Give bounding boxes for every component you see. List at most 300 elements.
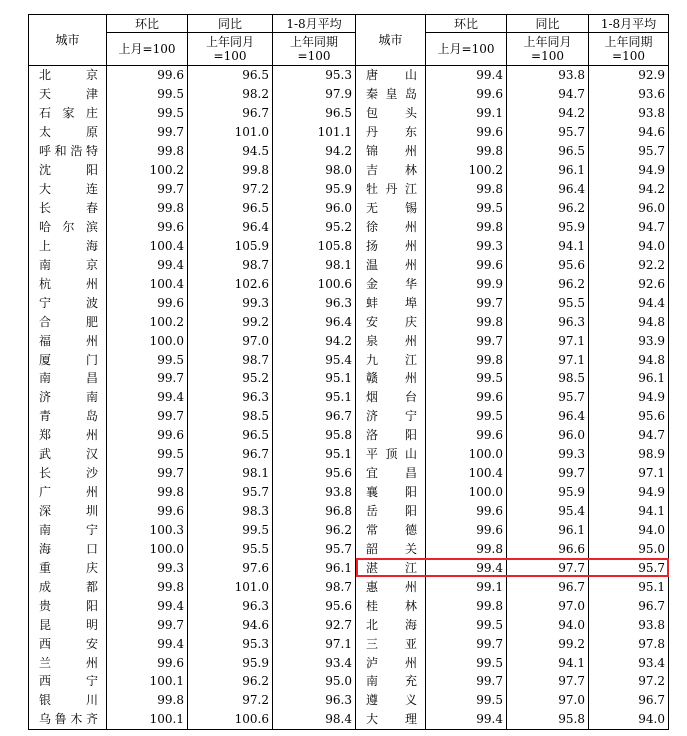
cell-mom-right: 99.8 <box>426 350 507 369</box>
cell-avg-right: 92.6 <box>589 274 669 293</box>
cell-city-left: 南京 <box>29 255 107 274</box>
cell-city-right: 丹东 <box>356 123 426 142</box>
cell-mom-left: 100.1 <box>107 672 188 691</box>
cell-yoy-right: 94.1 <box>507 653 589 672</box>
cell-city-right: 遵义 <box>356 691 426 710</box>
header-avg-right: 1-8月平均 <box>589 15 669 33</box>
cell-city-left: 北京 <box>29 66 107 85</box>
cell-mom-left: 99.5 <box>107 104 188 123</box>
cell-avg-right: 97.1 <box>589 464 669 483</box>
cell-avg-left: 97.1 <box>273 634 356 653</box>
table-row <box>29 596 669 615</box>
table-row <box>29 161 669 180</box>
cell-avg-left: 98.0 <box>273 161 356 180</box>
cell-mom-right: 99.5 <box>426 615 507 634</box>
cell-yoy-left: 96.2 <box>188 672 273 691</box>
cell-mom-right: 99.5 <box>426 199 507 218</box>
header-city-left: 城市 <box>29 15 107 66</box>
table-row <box>29 691 669 710</box>
table-row <box>29 426 669 445</box>
cell-city-right: 徐州 <box>356 218 426 237</box>
cell-yoy-left: 95.7 <box>188 483 273 502</box>
cell-mom-left: 100.2 <box>107 312 188 331</box>
cell-city-right: 唐山 <box>356 66 426 85</box>
header-yoy-left: 同比 <box>188 15 273 33</box>
cell-mom-right: 99.8 <box>426 142 507 161</box>
cell-mom-left: 99.6 <box>107 218 188 237</box>
cell-yoy-right: 96.4 <box>507 407 589 426</box>
cell-city-left: 天津 <box>29 85 107 104</box>
cell-yoy-left: 98.7 <box>188 350 273 369</box>
table-body <box>29 66 669 730</box>
cell-city-right: 牡丹江 <box>356 180 426 199</box>
cell-avg-right: 94.0 <box>589 521 669 540</box>
cell-avg-right: 93.4 <box>589 653 669 672</box>
cell-mom-right: 99.7 <box>426 672 507 691</box>
cell-avg-right: 94.9 <box>589 161 669 180</box>
table-row <box>29 85 669 104</box>
cell-mom-left: 99.7 <box>107 369 188 388</box>
cell-city-left: 重庆 <box>29 558 107 577</box>
cell-mom-left: 99.4 <box>107 388 188 407</box>
table-row <box>29 274 669 293</box>
cell-mom-left: 99.6 <box>107 653 188 672</box>
cell-yoy-left: 95.2 <box>188 369 273 388</box>
cell-yoy-right: 95.7 <box>507 388 589 407</box>
cell-avg-left: 98.7 <box>273 577 356 596</box>
cell-avg-right: 95.1 <box>589 577 669 596</box>
cell-city-left: 厦门 <box>29 350 107 369</box>
cell-avg-left: 92.7 <box>273 615 356 634</box>
header-mom-right: 环比 <box>426 15 507 33</box>
cell-city-left: 杭州 <box>29 274 107 293</box>
cell-city-right: 桂林 <box>356 596 426 615</box>
table-row <box>29 104 669 123</box>
cell-avg-right: 96.1 <box>589 369 669 388</box>
cell-mom-left: 100.0 <box>107 331 188 350</box>
table-row <box>29 634 669 653</box>
cell-yoy-left: 96.5 <box>188 66 273 85</box>
table-row <box>29 331 669 350</box>
cell-yoy-left: 105.9 <box>188 236 273 255</box>
cell-mom-left: 99.8 <box>107 199 188 218</box>
cell-avg-left: 95.4 <box>273 350 356 369</box>
cell-city-left: 昆明 <box>29 615 107 634</box>
cell-avg-left: 95.6 <box>273 596 356 615</box>
cell-yoy-right: 96.3 <box>507 312 589 331</box>
cell-city-left: 西宁 <box>29 672 107 691</box>
table-row <box>29 236 669 255</box>
table-row <box>29 142 669 161</box>
cell-mom-right: 100.0 <box>426 483 507 502</box>
header-avg-base-left: 上年同期 =100 <box>273 33 356 66</box>
cell-avg-right: 94.4 <box>589 293 669 312</box>
cell-avg-left: 96.0 <box>273 199 356 218</box>
cell-yoy-left: 96.7 <box>188 104 273 123</box>
cell-yoy-left: 97.2 <box>188 691 273 710</box>
cell-mom-left: 99.3 <box>107 558 188 577</box>
cell-mom-right: 99.6 <box>426 426 507 445</box>
cell-yoy-right: 97.0 <box>507 596 589 615</box>
cell-mom-right: 99.4 <box>426 558 507 577</box>
cell-city-left: 海口 <box>29 539 107 558</box>
cell-yoy-right: 97.1 <box>507 331 589 350</box>
cell-city-right: 襄阳 <box>356 483 426 502</box>
header-mom-base-left: 上月=100 <box>107 33 188 66</box>
table-row <box>29 388 669 407</box>
cell-mom-right: 99.7 <box>426 634 507 653</box>
cell-avg-right: 94.9 <box>589 483 669 502</box>
cell-avg-left: 95.2 <box>273 218 356 237</box>
cell-mom-right: 99.9 <box>426 274 507 293</box>
cell-city-left: 福州 <box>29 331 107 350</box>
cell-city-left: 上海 <box>29 236 107 255</box>
cell-yoy-right: 96.2 <box>507 199 589 218</box>
cell-city-left: 贵阳 <box>29 596 107 615</box>
cell-yoy-right: 96.0 <box>507 426 589 445</box>
header-avg-left: 1-8月平均 <box>273 15 356 33</box>
price-index-table-container <box>28 14 669 730</box>
cell-city-left: 深圳 <box>29 502 107 521</box>
cell-avg-right: 97.8 <box>589 634 669 653</box>
cell-city-right: 南充 <box>356 672 426 691</box>
cell-city-right: 赣州 <box>356 369 426 388</box>
cell-city-left: 广州 <box>29 483 107 502</box>
cell-avg-right: 94.0 <box>589 236 669 255</box>
table-row <box>29 350 669 369</box>
cell-yoy-left: 98.5 <box>188 407 273 426</box>
cell-yoy-right: 97.1 <box>507 350 589 369</box>
cell-avg-right: 94.7 <box>589 426 669 445</box>
cell-city-left: 济南 <box>29 388 107 407</box>
cell-mom-right: 99.5 <box>426 369 507 388</box>
cell-yoy-left: 96.3 <box>188 388 273 407</box>
cell-city-left: 西安 <box>29 634 107 653</box>
cell-avg-right: 94.2 <box>589 180 669 199</box>
cell-mom-left: 99.8 <box>107 691 188 710</box>
cell-mom-left: 99.8 <box>107 577 188 596</box>
table-row <box>29 369 669 388</box>
cell-yoy-left: 95.5 <box>188 539 273 558</box>
cell-mom-left: 100.0 <box>107 539 188 558</box>
cell-avg-left: 101.1 <box>273 123 356 142</box>
cell-city-left: 宁波 <box>29 293 107 312</box>
cell-city-right: 烟台 <box>356 388 426 407</box>
cell-yoy-left: 96.5 <box>188 426 273 445</box>
cell-city-left: 呼和浩特 <box>29 142 107 161</box>
cell-avg-left: 98.4 <box>273 710 356 729</box>
cell-mom-left: 99.6 <box>107 293 188 312</box>
cell-yoy-right: 97.7 <box>507 558 589 577</box>
cell-yoy-left: 97.6 <box>188 558 273 577</box>
cell-yoy-left: 98.7 <box>188 255 273 274</box>
cell-avg-right: 95.7 <box>589 142 669 161</box>
cell-city-right: 三亚 <box>356 634 426 653</box>
cell-avg-right: 94.6 <box>589 123 669 142</box>
header-avg-base-right: 上年同期 =100 <box>589 33 669 66</box>
cell-yoy-right: 94.2 <box>507 104 589 123</box>
cell-mom-right: 100.2 <box>426 161 507 180</box>
cell-yoy-left: 96.4 <box>188 218 273 237</box>
cell-mom-right: 99.5 <box>426 653 507 672</box>
cell-yoy-right: 96.1 <box>507 521 589 540</box>
cell-yoy-right: 97.7 <box>507 672 589 691</box>
cell-mom-right: 99.1 <box>426 104 507 123</box>
table-row <box>29 312 669 331</box>
cell-mom-right: 99.4 <box>426 66 507 85</box>
cell-mom-left: 99.6 <box>107 426 188 445</box>
cell-avg-left: 95.6 <box>273 464 356 483</box>
cell-city-right: 韶关 <box>356 539 426 558</box>
cell-avg-left: 96.5 <box>273 104 356 123</box>
cell-avg-right: 95.7 <box>589 558 669 577</box>
cell-mom-left: 99.4 <box>107 596 188 615</box>
cell-mom-right: 99.8 <box>426 596 507 615</box>
cell-yoy-right: 95.4 <box>507 502 589 521</box>
cell-avg-right: 92.2 <box>589 255 669 274</box>
cell-city-right: 常德 <box>356 521 426 540</box>
cell-mom-left: 99.5 <box>107 445 188 464</box>
cell-mom-right: 99.1 <box>426 577 507 596</box>
cell-city-left: 武汉 <box>29 445 107 464</box>
cell-yoy-left: 101.0 <box>188 577 273 596</box>
cell-city-left: 哈尔滨 <box>29 218 107 237</box>
cell-mom-left: 99.4 <box>107 634 188 653</box>
cell-avg-right: 96.7 <box>589 596 669 615</box>
cell-avg-left: 95.9 <box>273 180 356 199</box>
table-row <box>29 407 669 426</box>
cell-yoy-right: 99.3 <box>507 445 589 464</box>
cell-city-right: 包头 <box>356 104 426 123</box>
cell-avg-left: 95.7 <box>273 539 356 558</box>
table-row <box>29 539 669 558</box>
cell-mom-left: 99.4 <box>107 255 188 274</box>
cell-avg-left: 96.1 <box>273 558 356 577</box>
cell-mom-right: 99.6 <box>426 388 507 407</box>
cell-mom-left: 99.5 <box>107 350 188 369</box>
cell-city-left: 兰州 <box>29 653 107 672</box>
cell-mom-left: 99.8 <box>107 483 188 502</box>
table-row <box>29 66 669 85</box>
cell-avg-right: 95.0 <box>589 539 669 558</box>
cell-mom-right: 99.6 <box>426 502 507 521</box>
cell-avg-left: 96.7 <box>273 407 356 426</box>
cell-mom-left: 99.6 <box>107 502 188 521</box>
cell-avg-right: 93.9 <box>589 331 669 350</box>
cell-avg-left: 96.3 <box>273 691 356 710</box>
cell-city-right: 宜昌 <box>356 464 426 483</box>
cell-city-left: 太原 <box>29 123 107 142</box>
cell-city-right: 金华 <box>356 274 426 293</box>
cell-yoy-left: 99.8 <box>188 161 273 180</box>
cell-avg-right: 98.9 <box>589 445 669 464</box>
table-row <box>29 445 669 464</box>
cell-avg-right: 96.0 <box>589 199 669 218</box>
cell-avg-left: 97.9 <box>273 85 356 104</box>
header-yoy-right: 同比 <box>507 15 589 33</box>
cell-city-right: 北海 <box>356 615 426 634</box>
cell-mom-right: 99.6 <box>426 255 507 274</box>
cell-yoy-left: 98.3 <box>188 502 273 521</box>
cell-mom-right: 99.8 <box>426 218 507 237</box>
cell-mom-left: 99.8 <box>107 142 188 161</box>
cell-yoy-right: 96.2 <box>507 274 589 293</box>
table-row <box>29 123 669 142</box>
table-row <box>29 255 669 274</box>
header-mom-left: 环比 <box>107 15 188 33</box>
cell-yoy-right: 94.1 <box>507 236 589 255</box>
cell-city-left: 石家庄 <box>29 104 107 123</box>
cell-city-right: 蚌埠 <box>356 293 426 312</box>
cell-city-left: 银川 <box>29 691 107 710</box>
cell-city-left: 青岛 <box>29 407 107 426</box>
cell-avg-left: 95.1 <box>273 445 356 464</box>
cell-avg-left: 96.2 <box>273 521 356 540</box>
cell-avg-right: 93.6 <box>589 85 669 104</box>
cell-city-right: 洛阳 <box>356 426 426 445</box>
cell-yoy-left: 98.2 <box>188 85 273 104</box>
table-row <box>29 199 669 218</box>
cell-avg-left: 93.8 <box>273 483 356 502</box>
cell-avg-left: 95.1 <box>273 388 356 407</box>
cell-yoy-left: 97.0 <box>188 331 273 350</box>
cell-avg-left: 95.0 <box>273 672 356 691</box>
cell-avg-left: 94.2 <box>273 331 356 350</box>
cell-yoy-right: 95.7 <box>507 123 589 142</box>
cell-mom-left: 99.7 <box>107 464 188 483</box>
cell-yoy-right: 95.5 <box>507 293 589 312</box>
cell-yoy-right: 96.5 <box>507 142 589 161</box>
table-row <box>29 653 669 672</box>
cell-city-right: 锦州 <box>356 142 426 161</box>
price-index-table <box>28 14 669 730</box>
cell-avg-right: 92.9 <box>589 66 669 85</box>
cell-mom-left: 99.7 <box>107 407 188 426</box>
cell-city-right: 温州 <box>356 255 426 274</box>
cell-avg-right: 93.8 <box>589 104 669 123</box>
cell-city-right: 岳阳 <box>356 502 426 521</box>
cell-mom-right: 99.8 <box>426 312 507 331</box>
cell-mom-right: 99.8 <box>426 180 507 199</box>
cell-mom-left: 99.7 <box>107 123 188 142</box>
cell-yoy-right: 95.9 <box>507 218 589 237</box>
cell-avg-left: 94.2 <box>273 142 356 161</box>
table-row <box>29 521 669 540</box>
cell-city-right: 吉林 <box>356 161 426 180</box>
cell-mom-left: 100.3 <box>107 521 188 540</box>
cell-mom-right: 99.8 <box>426 539 507 558</box>
cell-city-left: 郑州 <box>29 426 107 445</box>
cell-yoy-left: 96.5 <box>188 199 273 218</box>
cell-city-left: 合肥 <box>29 312 107 331</box>
cell-mom-right: 99.5 <box>426 691 507 710</box>
cell-yoy-right: 94.7 <box>507 85 589 104</box>
table-row <box>29 615 669 634</box>
header-yoy-base-left: 上年同月 =100 <box>188 33 273 66</box>
cell-avg-left: 95.3 <box>273 66 356 85</box>
cell-city-right: 惠州 <box>356 577 426 596</box>
cell-yoy-left: 96.7 <box>188 445 273 464</box>
table-row <box>29 218 669 237</box>
cell-yoy-right: 96.1 <box>507 161 589 180</box>
cell-mom-left: 100.4 <box>107 274 188 293</box>
cell-city-right: 安庆 <box>356 312 426 331</box>
cell-yoy-left: 95.9 <box>188 653 273 672</box>
cell-avg-left: 96.4 <box>273 312 356 331</box>
table-row <box>29 293 669 312</box>
cell-mom-left: 100.4 <box>107 236 188 255</box>
header-mom-base-right: 上月=100 <box>426 33 507 66</box>
cell-city-right: 秦皇岛 <box>356 85 426 104</box>
table-row <box>29 577 669 596</box>
cell-city-right: 平顶山 <box>356 445 426 464</box>
cell-mom-right: 99.6 <box>426 85 507 104</box>
cell-mom-right: 99.7 <box>426 293 507 312</box>
cell-avg-left: 95.1 <box>273 369 356 388</box>
table-row <box>29 710 669 729</box>
cell-mom-right: 99.7 <box>426 331 507 350</box>
cell-yoy-right: 95.9 <box>507 483 589 502</box>
cell-yoy-left: 94.6 <box>188 615 273 634</box>
cell-yoy-left: 102.6 <box>188 274 273 293</box>
cell-avg-left: 100.6 <box>273 274 356 293</box>
table-row <box>29 464 669 483</box>
cell-mom-right: 99.6 <box>426 123 507 142</box>
cell-avg-right: 95.6 <box>589 407 669 426</box>
table-row <box>29 672 669 691</box>
cell-avg-right: 94.8 <box>589 312 669 331</box>
cell-yoy-right: 98.5 <box>507 369 589 388</box>
cell-yoy-left: 97.2 <box>188 180 273 199</box>
cell-avg-right: 94.1 <box>589 502 669 521</box>
cell-city-right: 湛江 <box>356 558 426 577</box>
cell-yoy-right: 99.7 <box>507 464 589 483</box>
cell-yoy-right: 96.6 <box>507 539 589 558</box>
cell-avg-left: 95.8 <box>273 426 356 445</box>
cell-yoy-right: 95.8 <box>507 710 589 729</box>
cell-yoy-right: 93.8 <box>507 66 589 85</box>
cell-avg-right: 94.0 <box>589 710 669 729</box>
cell-yoy-right: 96.4 <box>507 180 589 199</box>
header-city-right: 城市 <box>356 15 426 66</box>
cell-mom-left: 99.6 <box>107 66 188 85</box>
header-yoy-base-right: 上年同月 =100 <box>507 33 589 66</box>
cell-avg-right: 97.2 <box>589 672 669 691</box>
cell-mom-left: 100.1 <box>107 710 188 729</box>
cell-city-left: 乌鲁木齐 <box>29 710 107 729</box>
cell-yoy-right: 97.0 <box>507 691 589 710</box>
table-header <box>29 15 669 66</box>
cell-avg-left: 98.1 <box>273 255 356 274</box>
cell-city-left: 南昌 <box>29 369 107 388</box>
cell-yoy-left: 99.2 <box>188 312 273 331</box>
cell-yoy-left: 96.3 <box>188 596 273 615</box>
cell-yoy-left: 99.3 <box>188 293 273 312</box>
cell-mom-right: 100.4 <box>426 464 507 483</box>
cell-city-right: 无锡 <box>356 199 426 218</box>
cell-mom-left: 100.2 <box>107 161 188 180</box>
cell-avg-right: 94.9 <box>589 388 669 407</box>
cell-city-left: 沈阳 <box>29 161 107 180</box>
cell-yoy-right: 94.0 <box>507 615 589 634</box>
cell-yoy-left: 101.0 <box>188 123 273 142</box>
cell-avg-right: 94.8 <box>589 350 669 369</box>
cell-yoy-left: 98.1 <box>188 464 273 483</box>
cell-avg-right: 94.7 <box>589 218 669 237</box>
cell-city-right: 泉州 <box>356 331 426 350</box>
cell-yoy-right: 99.2 <box>507 634 589 653</box>
cell-mom-right: 100.0 <box>426 445 507 464</box>
